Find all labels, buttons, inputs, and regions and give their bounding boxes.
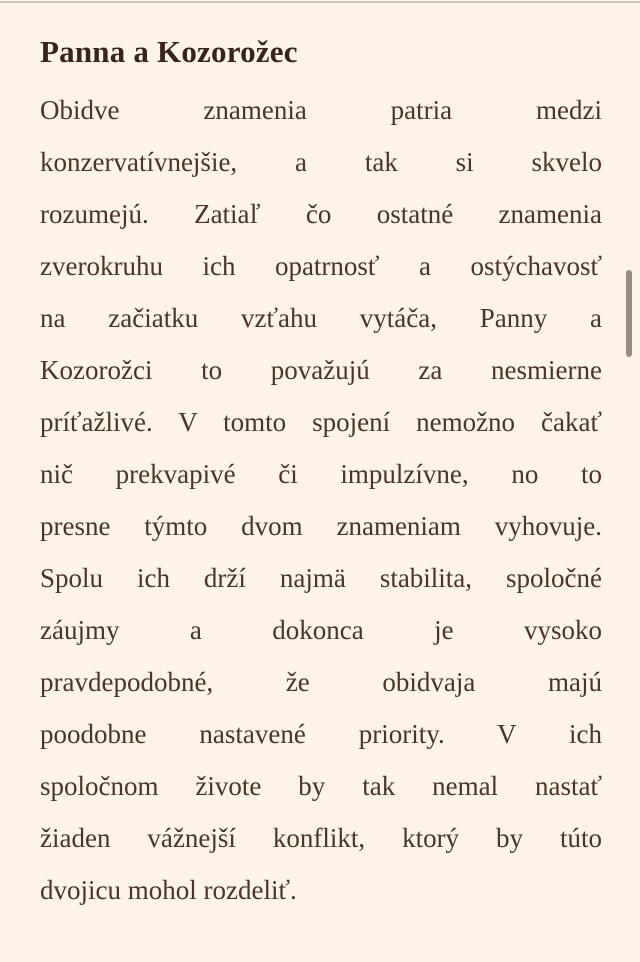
paragraph-line: príťažlivé. V tomto spojení nemožno čakať	[40, 407, 602, 437]
article-title: Panna a Kozorožec	[40, 34, 298, 69]
paragraph-line: konzervatívnejšie, a tak si skvelo	[40, 147, 602, 177]
paragraph-line: Obidve znamenia patria medzi	[40, 95, 602, 125]
scrollbar-thumb[interactable]	[626, 270, 632, 357]
paragraph-line: záujmy a dokonca je vysoko	[40, 615, 602, 645]
paragraph-line: pravdepodobné, že obidvaja majú	[40, 667, 602, 697]
paragraph-line: dvojicu mohol rozdeliť.	[40, 875, 297, 905]
paragraph-line: Spolu ich drží najmä stabilita, spoločné	[40, 563, 602, 593]
paragraph-line: rozumejú. Zatiaľ čo ostatné znamenia	[40, 199, 602, 229]
paragraph-line: presne týmto dvom znameniam vyhovuje.	[40, 511, 602, 541]
article-paragraph	[40, 84, 602, 916]
paragraph-line: poodobne nastavené priority. V ich	[40, 719, 602, 749]
paragraph-line: nič prekvapivé či impulzívne, no to	[40, 459, 602, 489]
paragraph-line: Kozorožci to považujú za nesmierne	[40, 355, 602, 385]
paragraph-line: zverokruhu ich opatrnosť a ostýchavosť	[40, 251, 602, 281]
paragraph-line: žiaden vážnejší konflikt, ktorý by túto	[40, 823, 602, 853]
paragraph-line: spoločnom živote by tak nemal nastať	[40, 771, 602, 801]
article	[0, 3, 640, 916]
paragraph-line: na začiatku vzťahu vytáča, Panny a	[40, 303, 602, 333]
